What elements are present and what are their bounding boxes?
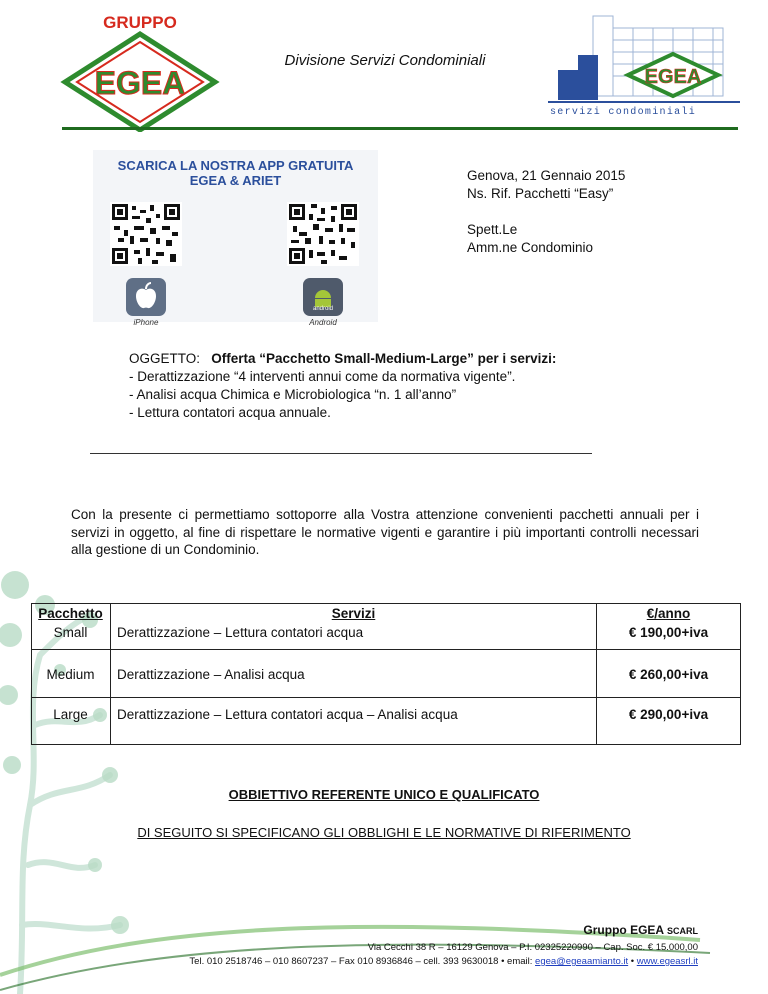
row-package: Large [53, 707, 88, 722]
row-price: € 260,00+iva [628, 667, 709, 682]
footer-email-link[interactable]: egea@egeaamianto.it [535, 956, 629, 967]
row-services: Derattizzazione – Analisi acqua [117, 667, 305, 682]
letter-reference: Ns. Rif. Pacchetti “Easy” [467, 186, 614, 201]
app-download-card [93, 150, 378, 327]
division-title: Divisione Servizi Condominiali [284, 52, 486, 69]
qr-code-android[interactable] [287, 202, 359, 266]
row-price: € 190,00+iva [628, 625, 709, 640]
android-label: Android [309, 318, 337, 327]
header-services: Servizi [331, 606, 376, 621]
android-store-icon[interactable] [303, 278, 343, 316]
section-referente: OBBIETTIVO REFERENTE UNICO E QUALIFICATO [228, 787, 540, 802]
subject-label: OGGETTO: [129, 351, 201, 366]
logo-right-main-text: EGEA [644, 66, 702, 88]
egea-condominial-logo [548, 10, 740, 122]
footer-company-suffix: SCARL [667, 926, 698, 936]
footer-separator: • [628, 956, 637, 967]
section-normative: DI SEGUITO SI SPECIFICANO GLI OBBLIGHI E LE NORMATIVE DI RIFERIMENTO [137, 825, 631, 840]
row-services: Derattizzazione – Lettura contatori acqua – Analisi acqua [117, 707, 458, 722]
egea-group-logo [55, 12, 225, 132]
table-border [31, 744, 741, 745]
row-services: Derattizzazione – Lettura contatori acqua [117, 625, 364, 640]
subject-divider [90, 453, 592, 454]
header-divider [62, 127, 738, 130]
apple-store-icon[interactable] [126, 278, 166, 316]
app-card-title: SCARICA LA NOSTRA APP GRATUITA EGEA & ARIET [117, 158, 354, 188]
footer-company: Gruppo EGEA SCARL [583, 923, 698, 937]
footer-website-link[interactable]: www.egeasrl.it [636, 956, 698, 967]
table-border [110, 603, 111, 745]
logo-left-top-text: GRUPPO [103, 13, 177, 32]
subject-item: - Derattizzazione “4 interventi annui come da normativa vigente”. [129, 369, 516, 384]
body-paragraph: Con la presente ci permettiamo sottoporre alla Vostra attenzione convenienti pacchetti annuali per i servizi in oggetto, al fine di rispettare le normative vigenti e garantire i più importanti controlli necessari alla gestione di un Condominio. [71, 507, 699, 558]
logo-left-main-text: EGEA [94, 65, 186, 101]
logo-right-sub-text: servizi condominiali [550, 107, 697, 118]
table-border [31, 649, 741, 650]
table-border [31, 603, 741, 604]
package-table [31, 603, 741, 745]
footer-address: Via Cecchi 38 R – 16129 Genova – P.I. 02325220990 – Cap. Soc. € 15.000,00 [367, 942, 698, 953]
android-icon-text: android [312, 306, 333, 312]
subject-item: - Analisi acqua Chimica e Microbiologica “n. 1 all’anno” [129, 387, 457, 402]
row-package: Medium [46, 667, 95, 682]
letter-date: Genova, 21 Gennaio 2015 [467, 168, 626, 183]
footer-contacts [189, 956, 698, 967]
row-price: € 290,00+iva [628, 707, 709, 722]
row-package: Small [53, 625, 88, 640]
table-border [740, 603, 741, 745]
iphone-label: iPhone [133, 318, 159, 327]
letter-recipient: Amm.ne Condominio [467, 240, 594, 255]
header-price: €/anno [646, 606, 691, 621]
subject-title: Offerta “Pacchetto Small-Medium-Large” per i servizi: [211, 351, 557, 366]
qr-code-iphone[interactable] [110, 202, 182, 266]
table-border [31, 697, 741, 698]
footer-phones: Tel. 010 2518746 – 010 8607237 – Fax 010 8936846 – cell. 393 9630018 • email: [189, 956, 536, 967]
subject-line [129, 350, 556, 368]
letter-salutation: Spett.Le [467, 222, 518, 237]
subject-item: - Lettura contatori acqua annuale. [129, 405, 331, 420]
header-package: Pacchetto [38, 606, 103, 621]
